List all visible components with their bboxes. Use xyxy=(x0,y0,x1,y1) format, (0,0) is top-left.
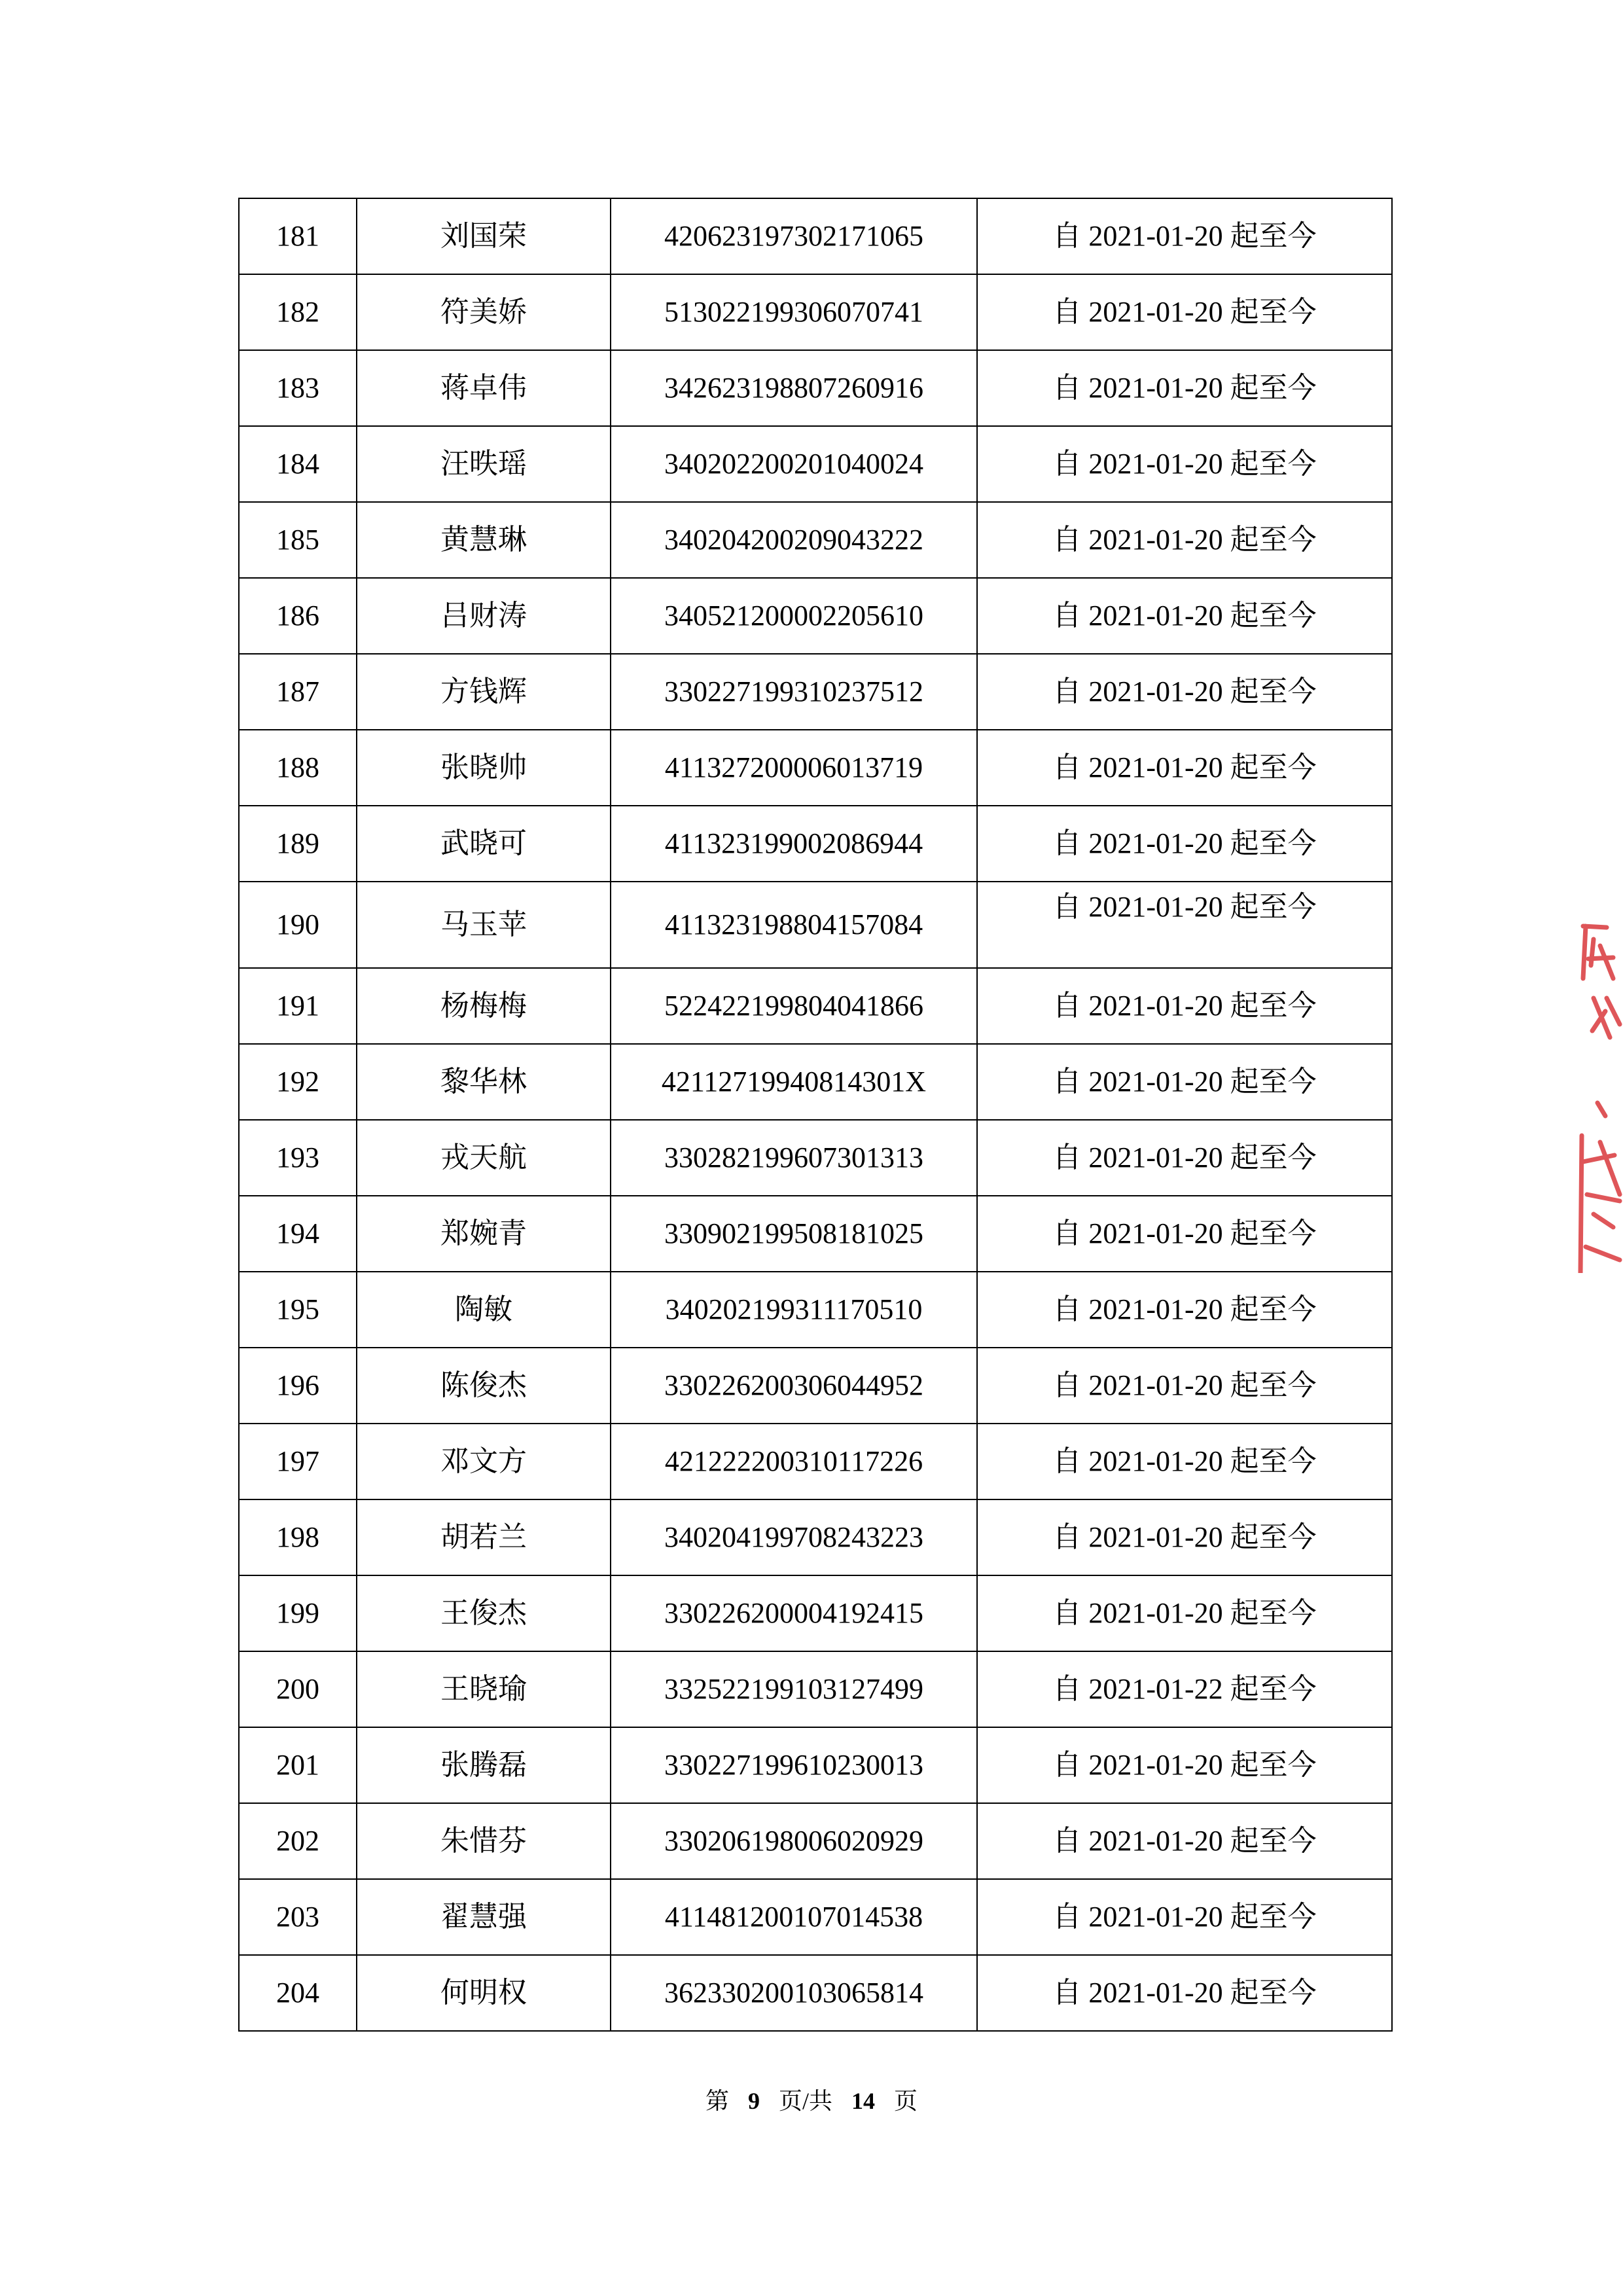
name-cell: 张晓帅 xyxy=(357,730,611,806)
period-cell: 自 2021-01-20 起至今 xyxy=(977,1955,1392,2031)
row-number-cell: 191 xyxy=(239,968,357,1044)
id-number-cell: 522422199804041866 xyxy=(611,968,977,1044)
id-number-cell: 330206198006020929 xyxy=(611,1803,977,1879)
name-cell: 黄慧琳 xyxy=(357,502,611,578)
row-number-cell: 201 xyxy=(239,1727,357,1803)
id-number-cell: 411327200006013719 xyxy=(611,730,977,806)
period-cell: 自 2021-01-20 起至今 xyxy=(977,1348,1392,1424)
row-number-cell: 196 xyxy=(239,1348,357,1424)
id-number-cell: 420623197302171065 xyxy=(611,198,977,274)
name-cell: 马玉苹 xyxy=(357,882,611,968)
period-cell: 自 2021-01-20 起至今 xyxy=(977,578,1392,654)
table-row xyxy=(239,882,1392,968)
name-cell: 张腾磊 xyxy=(357,1727,611,1803)
name-cell: 武晓可 xyxy=(357,806,611,882)
name-cell: 王晓瑜 xyxy=(357,1651,611,1727)
period-cell: 自 2021-01-20 起至今 xyxy=(977,730,1392,806)
row-number-cell: 182 xyxy=(239,274,357,350)
row-number-cell: 185 xyxy=(239,502,357,578)
name-cell: 朱惜芬 xyxy=(357,1803,611,1879)
table-row xyxy=(239,1044,1392,1120)
table-row xyxy=(239,654,1392,730)
row-number-cell: 183 xyxy=(239,350,357,426)
row-number-cell: 198 xyxy=(239,1499,357,1575)
row-number-cell: 192 xyxy=(239,1044,357,1120)
period-cell: 自 2021-01-22 起至今 xyxy=(977,1651,1392,1727)
name-cell: 方钱辉 xyxy=(357,654,611,730)
id-number-cell: 340202199311170510 xyxy=(611,1272,977,1348)
period-cell: 自 2021-01-20 起至今 xyxy=(977,882,1392,968)
id-number-cell: 330226200004192415 xyxy=(611,1575,977,1651)
row-number-cell: 193 xyxy=(239,1120,357,1196)
id-number-cell: 411323198804157084 xyxy=(611,882,977,968)
table-row xyxy=(239,1499,1392,1575)
row-number-cell: 184 xyxy=(239,426,357,502)
name-cell: 汪昳瑶 xyxy=(357,426,611,502)
footer-total-pages: 14 xyxy=(851,2088,875,2114)
id-number-cell: 330227199610230013 xyxy=(611,1727,977,1803)
row-number-cell: 199 xyxy=(239,1575,357,1651)
id-number-cell: 330226200306044952 xyxy=(611,1348,977,1424)
page-footer xyxy=(0,2083,1623,2116)
id-number-cell: 330902199508181025 xyxy=(611,1196,977,1272)
id-number-cell: 513022199306070741 xyxy=(611,274,977,350)
period-cell: 自 2021-01-20 起至今 xyxy=(977,274,1392,350)
id-number-cell: 340204200209043222 xyxy=(611,502,977,578)
footer-prefix: 第 xyxy=(705,2088,729,2114)
table-row xyxy=(239,1955,1392,2031)
record-table xyxy=(238,198,1393,2032)
name-cell: 陈俊杰 xyxy=(357,1348,611,1424)
table-row xyxy=(239,502,1392,578)
period-cell: 自 2021-01-20 起至今 xyxy=(977,968,1392,1044)
period-cell: 自 2021-01-20 起至今 xyxy=(977,1499,1392,1575)
id-number-cell: 42112719940814301X xyxy=(611,1044,977,1120)
row-number-cell: 190 xyxy=(239,882,357,968)
table-row xyxy=(239,350,1392,426)
id-number-cell: 411481200107014538 xyxy=(611,1879,977,1955)
row-number-cell: 194 xyxy=(239,1196,357,1272)
name-cell: 黎华林 xyxy=(357,1044,611,1120)
id-number-cell: 340521200002205610 xyxy=(611,578,977,654)
row-number-cell: 181 xyxy=(239,198,357,274)
table-row xyxy=(239,274,1392,350)
period-cell: 自 2021-01-20 起至今 xyxy=(977,1575,1392,1651)
table-row xyxy=(239,1803,1392,1879)
table-row xyxy=(239,1879,1392,1955)
name-cell: 吕财涛 xyxy=(357,578,611,654)
name-cell: 戎天航 xyxy=(357,1120,611,1196)
period-cell: 自 2021-01-20 起至今 xyxy=(977,1727,1392,1803)
seal-stamp-fragment xyxy=(1574,920,1623,1273)
table-row xyxy=(239,1272,1392,1348)
period-cell: 自 2021-01-20 起至今 xyxy=(977,350,1392,426)
row-number-cell: 186 xyxy=(239,578,357,654)
name-cell: 翟慧强 xyxy=(357,1879,611,1955)
table-row xyxy=(239,198,1392,274)
table-row xyxy=(239,1727,1392,1803)
period-cell: 自 2021-01-20 起至今 xyxy=(977,1044,1392,1120)
name-cell: 刘国荣 xyxy=(357,198,611,274)
id-number-cell: 340202200201040024 xyxy=(611,426,977,502)
footer-middle: 页/共 xyxy=(778,2088,832,2114)
row-number-cell: 197 xyxy=(239,1424,357,1499)
period-cell: 自 2021-01-20 起至今 xyxy=(977,426,1392,502)
name-cell: 何明权 xyxy=(357,1955,611,2031)
name-cell: 郑婉青 xyxy=(357,1196,611,1272)
name-cell: 王俊杰 xyxy=(357,1575,611,1651)
row-number-cell: 203 xyxy=(239,1879,357,1955)
name-cell: 蒋卓伟 xyxy=(357,350,611,426)
table-row xyxy=(239,1651,1392,1727)
period-cell: 自 2021-01-20 起至今 xyxy=(977,1272,1392,1348)
table-row xyxy=(239,1424,1392,1499)
table-row xyxy=(239,730,1392,806)
row-number-cell: 200 xyxy=(239,1651,357,1727)
table-row xyxy=(239,806,1392,882)
row-number-cell: 188 xyxy=(239,730,357,806)
period-cell: 自 2021-01-20 起至今 xyxy=(977,502,1392,578)
table-row xyxy=(239,1120,1392,1196)
footer-suffix: 页 xyxy=(894,2088,918,2114)
id-number-cell: 340204199708243223 xyxy=(611,1499,977,1575)
name-cell: 陶敏 xyxy=(357,1272,611,1348)
table-row xyxy=(239,578,1392,654)
period-cell: 自 2021-01-20 起至今 xyxy=(977,198,1392,274)
table-row xyxy=(239,1575,1392,1651)
row-number-cell: 189 xyxy=(239,806,357,882)
table-row xyxy=(239,968,1392,1044)
period-cell: 自 2021-01-20 起至今 xyxy=(977,1196,1392,1272)
period-cell: 自 2021-01-20 起至今 xyxy=(977,1803,1392,1879)
table-row xyxy=(239,1348,1392,1424)
id-number-cell: 330227199310237512 xyxy=(611,654,977,730)
period-cell: 自 2021-01-20 起至今 xyxy=(977,654,1392,730)
name-cell: 杨梅梅 xyxy=(357,968,611,1044)
period-cell: 自 2021-01-20 起至今 xyxy=(977,1424,1392,1499)
id-number-cell: 421222200310117226 xyxy=(611,1424,977,1499)
id-number-cell: 411323199002086944 xyxy=(611,806,977,882)
table-row xyxy=(239,426,1392,502)
period-cell: 自 2021-01-20 起至今 xyxy=(977,806,1392,882)
table-row xyxy=(239,1196,1392,1272)
period-cell: 自 2021-01-20 起至今 xyxy=(977,1120,1392,1196)
name-cell: 胡若兰 xyxy=(357,1499,611,1575)
row-number-cell: 202 xyxy=(239,1803,357,1879)
id-number-cell: 332522199103127499 xyxy=(611,1651,977,1727)
row-number-cell: 187 xyxy=(239,654,357,730)
row-number-cell: 204 xyxy=(239,1955,357,2031)
name-cell: 邓文方 xyxy=(357,1424,611,1499)
name-cell: 符美娇 xyxy=(357,274,611,350)
id-number-cell: 342623198807260916 xyxy=(611,350,977,426)
period-cell: 自 2021-01-20 起至今 xyxy=(977,1879,1392,1955)
id-number-cell: 362330200103065814 xyxy=(611,1955,977,2031)
record-table-body xyxy=(239,198,1392,2031)
row-number-cell: 195 xyxy=(239,1272,357,1348)
id-number-cell: 330282199607301313 xyxy=(611,1120,977,1196)
footer-page-number: 9 xyxy=(747,2088,760,2114)
